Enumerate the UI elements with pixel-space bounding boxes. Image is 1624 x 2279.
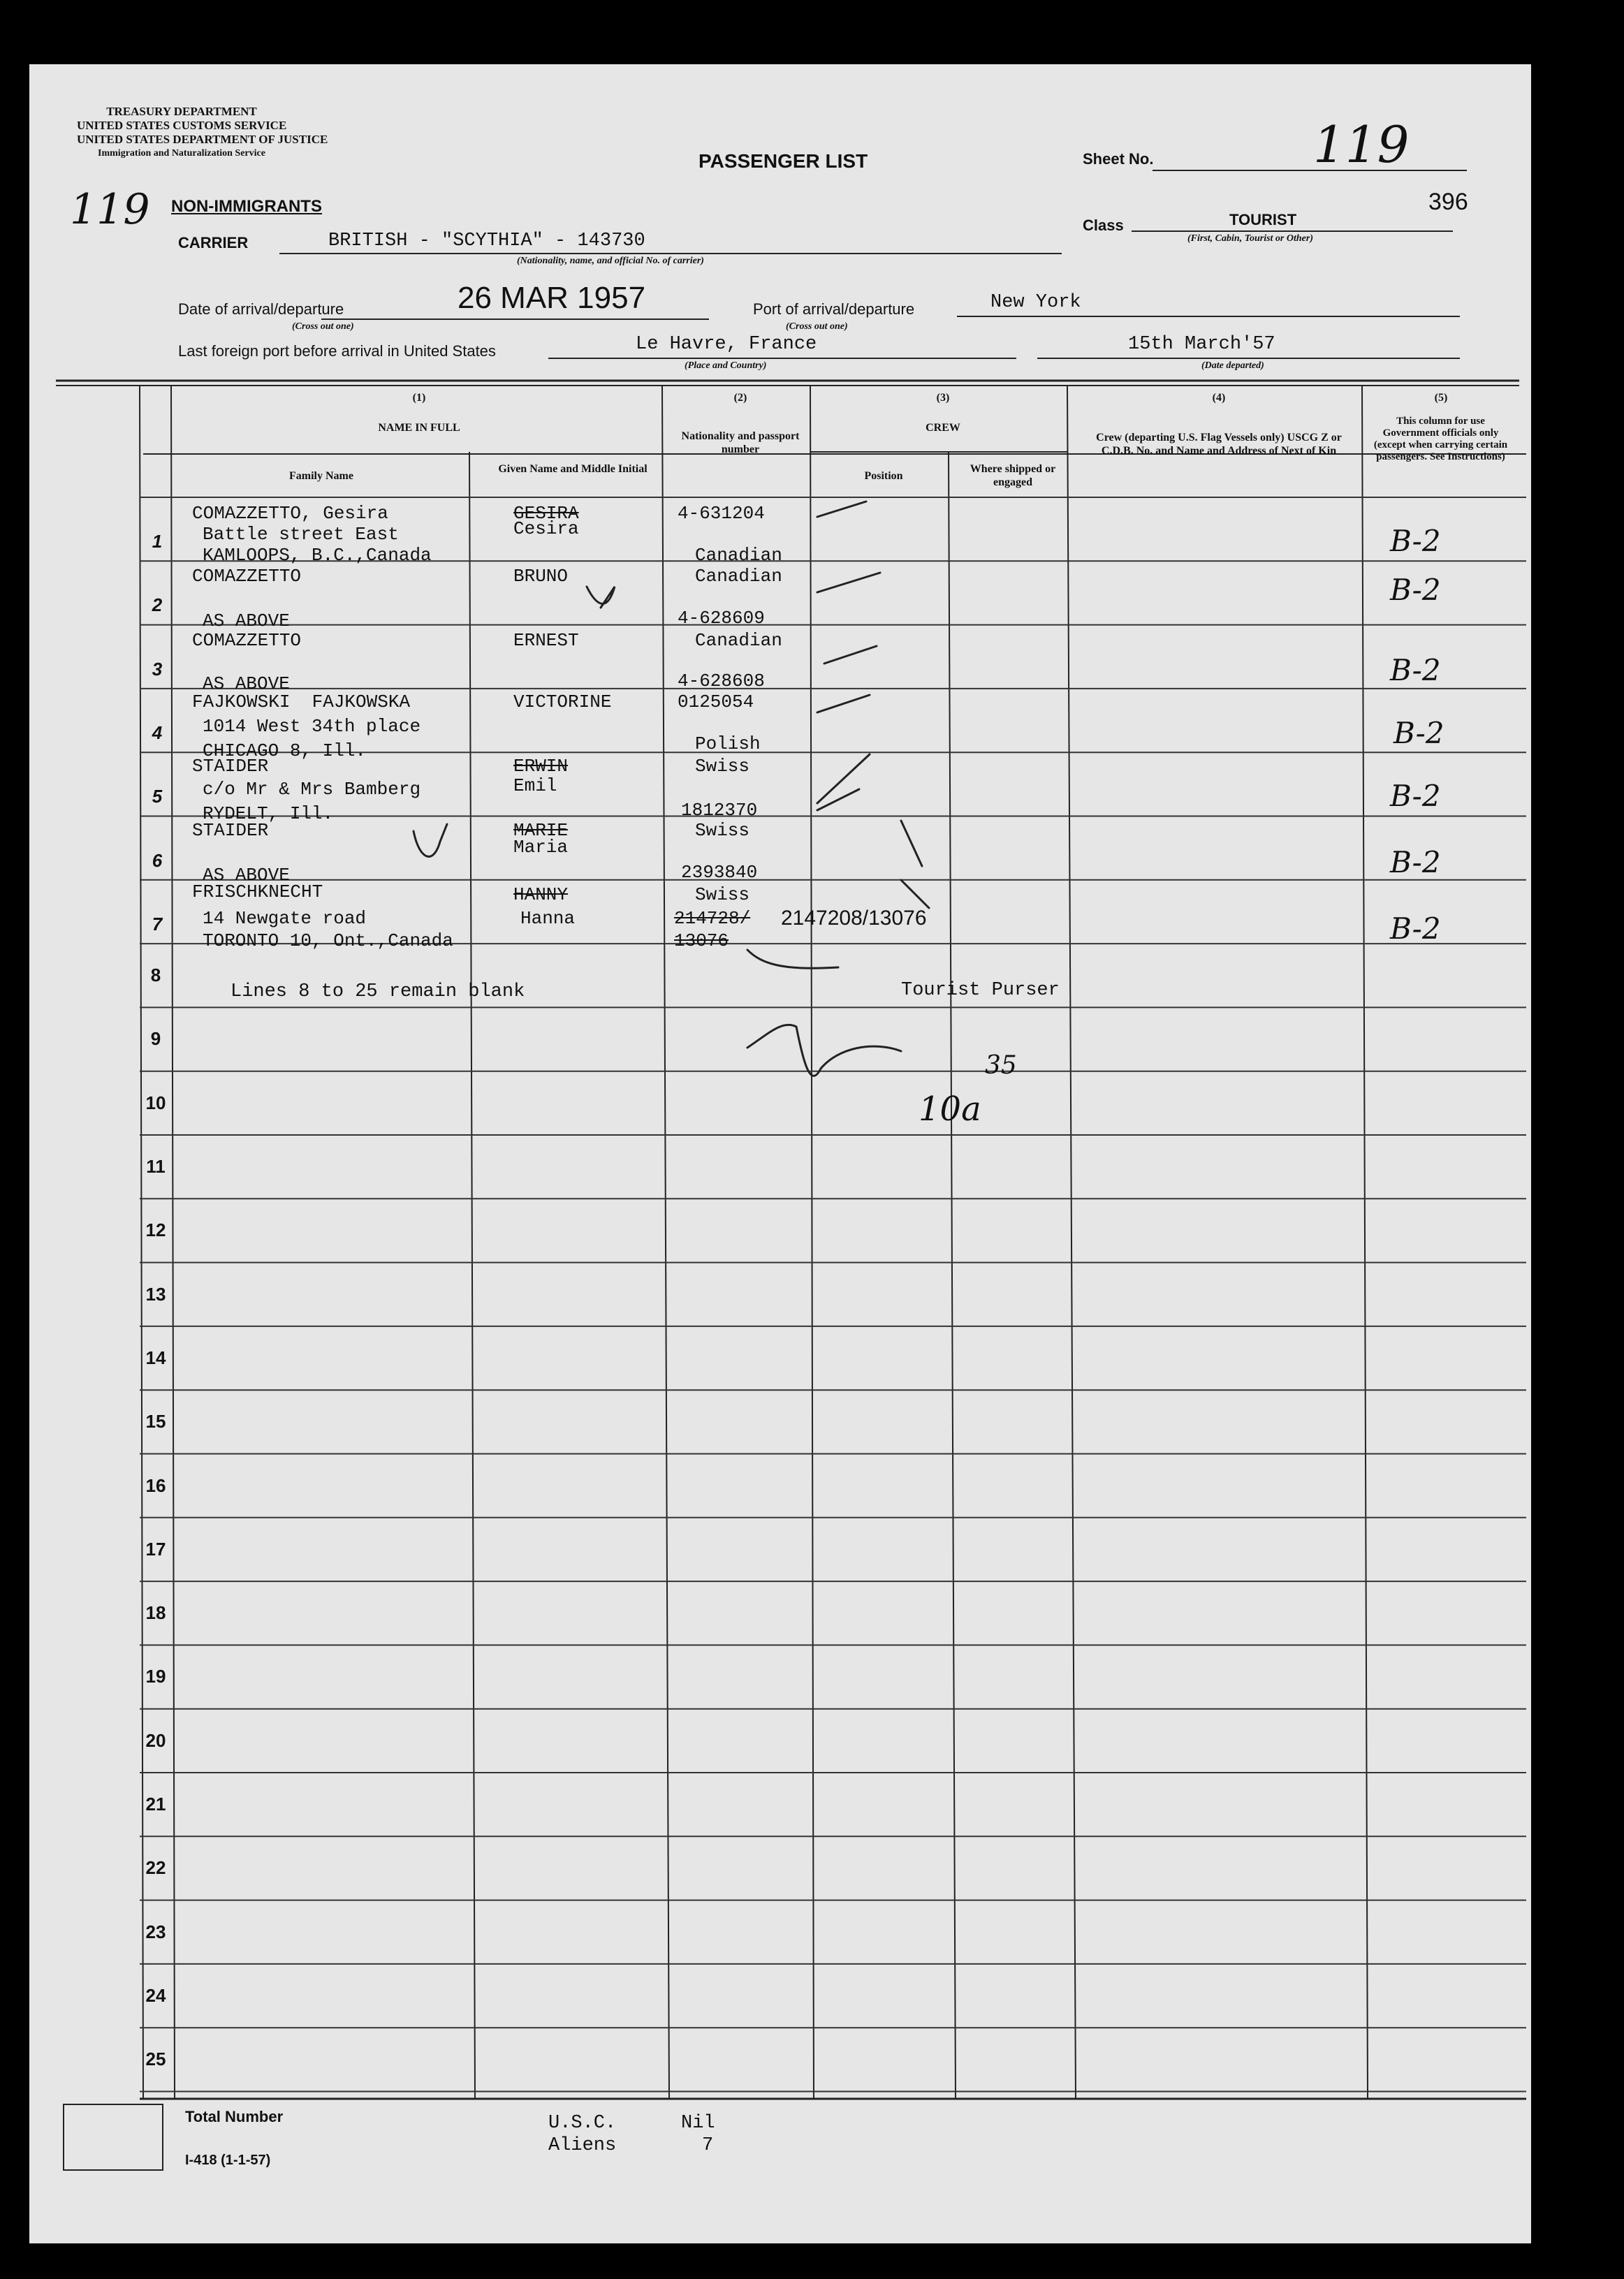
col-1-title: NAME IN FULL <box>378 422 460 434</box>
family-name: STAIDER <box>192 756 269 777</box>
line-number: 8 <box>150 965 161 986</box>
address-line: AS ABOVE <box>203 610 290 631</box>
address-line: 1014 West 34th place <box>203 716 421 737</box>
port-label: Port of arrival/departure <box>753 300 915 318</box>
official-code: B-2 <box>1390 524 1441 558</box>
aliens-value: 7 <box>702 2135 714 2156</box>
cross-out-note-2: (Cross out one) <box>786 321 848 332</box>
passport-number: 4-628608 <box>678 670 765 691</box>
col-given-name: Given Name and Middle Initial <box>498 463 648 475</box>
address-line: AS ABOVE <box>203 673 290 694</box>
given-name: ERNEST <box>513 630 579 651</box>
col-4-number: (4) <box>1212 392 1226 404</box>
address-line: RYDELT, Ill. <box>203 803 334 824</box>
line-number: 18 <box>145 1602 166 1624</box>
last-port-value: Le Havre, France <box>636 334 817 355</box>
page-title: PASSENGER LIST <box>698 150 868 172</box>
cross-out-note: (Cross out one) <box>292 321 354 332</box>
line-number: 7 <box>152 913 163 935</box>
passport-number: 1812370 <box>681 800 758 821</box>
official-code: B-2 <box>1393 716 1444 750</box>
line-number: 1 <box>152 531 163 552</box>
nationality: Swiss <box>695 820 750 841</box>
col-3-title: CREW <box>926 422 960 434</box>
line-number: 14 <box>145 1347 166 1368</box>
agency-line: UNITED STATES CUSTOMS SERVICE <box>77 119 287 132</box>
passport-number: 2393840 <box>681 862 758 883</box>
official-code: B-2 <box>1390 779 1441 813</box>
nationality: Swiss <box>695 756 750 777</box>
last-port-caption: (Place and Country) <box>685 360 767 371</box>
family-name: FRISCHKNECHT <box>192 881 323 902</box>
family-name: STAIDER <box>192 820 269 841</box>
col-3-number: (3) <box>936 392 950 404</box>
line-number: 11 <box>146 1156 166 1177</box>
margin-mark: 35 <box>985 1051 1017 1080</box>
date-departed-value: 15th March'57 <box>1128 334 1275 355</box>
line-number: 10 <box>145 1092 166 1113</box>
class-caption: (First, Cabin, Tourist or Other) <box>1187 233 1313 244</box>
official-code: B-2 <box>1390 653 1441 687</box>
passport-number: 0125054 <box>678 691 754 712</box>
col-5-number: (5) <box>1434 392 1448 404</box>
col-2-number: (2) <box>733 392 747 404</box>
last-port-label: Last foreign port before arrival in United States <box>178 342 496 360</box>
given-name-struck: ERWIN <box>513 756 569 777</box>
passport-number-struck: 214728/ <box>674 908 751 929</box>
address-line: CHICAGO 8, Ill. <box>203 740 367 761</box>
usc-label: U.S.C. <box>548 2113 617 2134</box>
given-name: Maria <box>513 837 569 858</box>
line-number: 15 <box>145 1411 166 1432</box>
blank-lines-note: Lines 8 to 25 remain blank <box>231 981 525 1002</box>
address-line: KAMLOOPS, B.C.,Canada <box>203 545 432 566</box>
line-number: 23 <box>145 1921 166 1942</box>
total-number-box <box>63 2104 163 2171</box>
agency-line: Immigration and Naturalization Service <box>98 148 265 159</box>
carrier-label: CARRIER <box>178 234 249 251</box>
line-number: 12 <box>145 1219 166 1241</box>
col-shipped: Where shipped or engaged <box>970 463 1056 488</box>
line-number: 25 <box>145 2049 166 2070</box>
line-number: 9 <box>150 1028 161 1050</box>
nationality: Polish <box>695 733 761 754</box>
stamp-number: 396 <box>1428 189 1468 215</box>
carrier-value: BRITISH - "SCYTHIA" - 143730 <box>328 230 645 251</box>
line-number: 20 <box>145 1729 166 1751</box>
family-name: FAJKOWSKI FAJKOWSKA <box>192 691 411 712</box>
agency-line: UNITED STATES DEPARTMENT OF JUSTICE <box>77 133 328 146</box>
port-value: New York <box>990 292 1081 313</box>
date-departed-caption: (Date departed) <box>1201 360 1264 371</box>
aliens-label: Aliens <box>548 2135 617 2156</box>
family-name: COMAZZETTO, Gesira <box>192 503 388 524</box>
official-code: B-2 <box>1390 573 1441 607</box>
col-1-number: (1) <box>412 392 426 404</box>
line-number: 4 <box>152 721 163 743</box>
line-number: 6 <box>152 849 163 871</box>
passport-correction: 2147208/13076 <box>781 907 927 930</box>
usc-value: Nil <box>681 2113 715 2134</box>
line-number: 17 <box>145 1538 166 1560</box>
total-number-label: Total Number <box>185 2108 284 2125</box>
line-number: 21 <box>145 1794 166 1815</box>
given-name-struck: GESIRA <box>513 503 579 524</box>
family-name: COMAZZETTO <box>192 630 302 651</box>
carrier-caption: (Nationality, name, and official No. of carrier) <box>517 256 704 266</box>
col-family-name: Family Name <box>289 470 353 482</box>
line-number: 16 <box>145 1474 166 1496</box>
purser-signature-label: Tourist Purser <box>901 980 1060 1001</box>
agency-line: TREASURY DEPARTMENT <box>106 105 257 118</box>
family-name: COMAZZETTO <box>192 566 302 587</box>
passport-number: 4-631204 <box>678 503 765 524</box>
col-position: Position <box>864 470 903 482</box>
official-code: B-2 <box>1390 911 1441 946</box>
address-line: TORONTO 10, Ont.,Canada <box>203 930 453 951</box>
line-number: 2 <box>152 594 163 616</box>
passport-number: 4-628609 <box>678 608 765 629</box>
given-name: Hanna <box>520 908 576 929</box>
official-code: B-2 <box>1390 845 1441 879</box>
class-label: Class <box>1083 217 1124 234</box>
arrival-date-stamp: 26 MAR 1957 <box>458 281 646 315</box>
arrival-label: Date of arrival/departure <box>178 300 344 318</box>
sheet-no-value: 119 <box>1313 115 1410 174</box>
given-name: VICTORINE <box>513 691 612 712</box>
passport-number-struck: 13076 <box>674 930 729 951</box>
address-line: Battle street East <box>203 524 399 545</box>
address-line: 14 Newgate road <box>203 908 367 929</box>
nationality: Swiss <box>695 884 750 905</box>
line-number: 19 <box>145 1666 166 1687</box>
col-2-title: Nationality and passport number <box>681 430 800 455</box>
given-name-struck: HANNY <box>513 884 569 905</box>
line-number: 5 <box>152 786 163 807</box>
margin-number: 119 <box>70 185 150 234</box>
class-value: TOURIST <box>1229 211 1297 228</box>
address-line: c/o Mr & Mrs Bamberg <box>203 779 421 800</box>
line-number: 13 <box>145 1283 166 1305</box>
line-number: 3 <box>152 658 163 680</box>
given-name: Emil <box>513 775 557 796</box>
nationality: Canadian <box>695 545 782 566</box>
given-name-struck: MARIE <box>513 820 569 841</box>
line-number: 22 <box>145 1857 166 1879</box>
form-number: I-418 (1-1-57) <box>185 2153 271 2168</box>
given-name: BRUNO <box>513 566 569 587</box>
col-5-title: This column for use Government officials only (except when carrying certain passengers. See Instructions) <box>1373 416 1508 462</box>
col-4-title: Crew (departing U.S. Flag Vessels only) USCG Z or C.D.B. No. and Name and Address of Next of Kin <box>1096 432 1342 457</box>
margin-mark-2: 10a <box>919 1090 981 1129</box>
nationality: Canadian <box>695 630 782 651</box>
sheet-no-label: Sheet No. <box>1083 150 1154 168</box>
nationality: Canadian <box>695 566 782 587</box>
given-name: Cesira <box>513 518 579 539</box>
category-label: NON-IMMIGRANTS <box>171 197 322 216</box>
address-line: AS ABOVE <box>203 865 290 886</box>
line-number: 24 <box>145 1984 166 2006</box>
